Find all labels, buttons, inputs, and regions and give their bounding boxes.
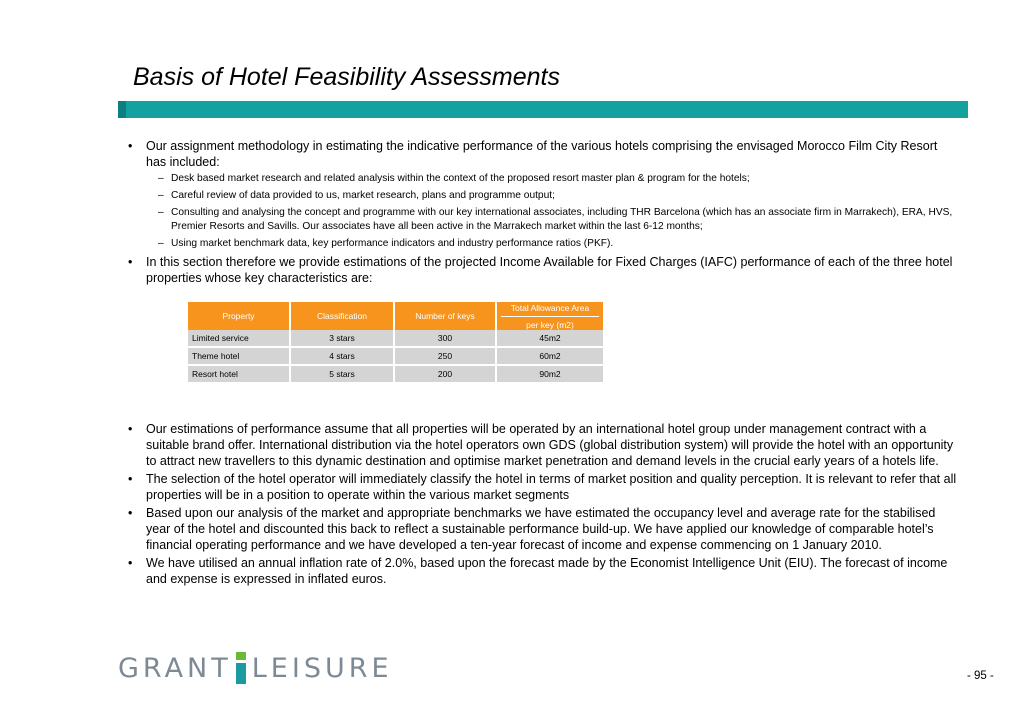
bullet-marker: • <box>128 139 133 153</box>
page-title: Basis of Hotel Feasibility Assessments <box>133 63 561 91</box>
sub-item-text: Desk based market research and related analysis within the context of the proposed resort master plan & program for the hotels; <box>171 173 750 184</box>
cell-property: Limited service <box>188 330 289 348</box>
bullet-text: The selection of the hotel operator will immediately classify the hotel in terms of market position and quality perception. It is relevant to refer that all properties will be in a position to operate within the various market segments <box>146 472 957 502</box>
header-classification: Classification <box>291 302 393 330</box>
sub-item <box>146 206 958 234</box>
table-row <box>188 330 603 348</box>
sub-item-text: Careful review of data provided to us, market research, plans and programme output; <box>171 190 555 201</box>
bullet-iafc <box>128 254 958 286</box>
bullet-text: Our assignment methodology in estimating the indicative performance of the various hotels comprising the envisaged Morocco Film City Resort has included: <box>146 139 938 169</box>
cell-property: Theme hotel <box>188 348 289 366</box>
header-total-allowance <box>497 302 603 330</box>
grant-leisure-logo <box>118 652 393 684</box>
dash-marker: – <box>158 190 164 201</box>
cell-classification: 3 stars <box>291 330 393 348</box>
table-row <box>188 348 603 366</box>
bullet-text: In this section therefore we provide estimations of the projected Income Available for Fixed Charges (IAFC) performance of each of the three hotel properties whose key characteristics are: <box>146 255 953 285</box>
bullet-marker: • <box>128 556 133 570</box>
bullet-text: Based upon our analysis of the market and appropriate benchmarks we have estimated the occupancy level and average rate for the stabilised year of the hotel and discounted this back to reflect a sustainable performance build-up. We have applied our knowledge of comparable hotel’s financial operating performance and we have developed a ten-year forecast of income and expense commencing on 1 January 2010. <box>146 506 936 552</box>
sub-item <box>146 237 958 251</box>
table-row <box>188 366 603 384</box>
logo-mark-icon <box>236 652 246 684</box>
sub-item-text: Using market benchmark data, key performance indicators and industry performance ratios (PKF). <box>171 238 614 249</box>
logo-text-right: LEISURE <box>251 652 393 684</box>
header-total-allowance-line1: Total Allowance Area <box>510 302 590 313</box>
cell-keys: 200 <box>395 366 495 384</box>
hotel-properties-table <box>186 302 605 384</box>
bullet-operator-assumption <box>128 421 958 469</box>
bullet-marker: • <box>128 506 133 520</box>
cell-keys: 300 <box>395 330 495 348</box>
methodology-sub-list <box>146 172 958 251</box>
bullet-occupancy-forecast <box>128 505 958 553</box>
cell-area: 60m2 <box>497 348 603 366</box>
cell-classification: 5 stars <box>291 366 393 384</box>
bullet-marker: • <box>128 472 133 486</box>
sub-item-text: Consulting and analysing the concept and programme with our key international associates, including THR Barcelona (which has an associate firm in Marrakech), ERA, HVS, Premier Resorts and Savills. Our associates have all been active in the Marrakech market within the last 6-12 months; <box>171 207 953 232</box>
sub-item <box>146 172 958 186</box>
title-underline-bar <box>118 101 968 118</box>
header-property: Property <box>188 302 289 330</box>
cell-area: 90m2 <box>497 366 603 384</box>
cell-keys: 250 <box>395 348 495 366</box>
bullet-marker: • <box>128 422 133 436</box>
dash-marker: – <box>158 173 164 184</box>
sub-item <box>146 189 958 203</box>
bullet-text: Our estimations of performance assume that all properties will be operated by an international hotel group under management contract with a suitable brand offer. International distribution via the hotel operators own GDS (global distribution system) will provide the hotel with an opportunity to attract new travellers to this dynamic destination and optimise market penetration and demand levels in the crucial early years of a hotels life. <box>146 422 954 468</box>
header-number-of-keys: Number of keys <box>395 302 495 330</box>
dash-marker: – <box>158 238 164 249</box>
logo-text-left: GRANT <box>118 652 232 684</box>
bullet-inflation <box>128 555 958 587</box>
cell-area: 45m2 <box>497 330 603 348</box>
header-total-allowance-line2: per key (m2) <box>501 316 599 330</box>
bullet-methodology <box>128 138 958 251</box>
bullet-operator-selection <box>128 471 958 503</box>
title-bar-accent <box>118 101 126 118</box>
cell-property: Resort hotel <box>188 366 289 384</box>
assumptions-bullet-list <box>128 421 958 587</box>
table-header-row <box>188 302 603 330</box>
bullet-marker: • <box>128 255 133 269</box>
bullet-text: We have utilised an annual inflation rate of 2.0%, based upon the forecast made by the Economist Intelligence Unit (EIU). The forecast of income and expense is expressed in inflated euros. <box>146 556 948 586</box>
dash-marker: – <box>158 207 164 218</box>
cell-classification: 4 stars <box>291 348 393 366</box>
intro-bullet-list <box>128 138 958 286</box>
page-number: - 95 - <box>967 670 994 682</box>
